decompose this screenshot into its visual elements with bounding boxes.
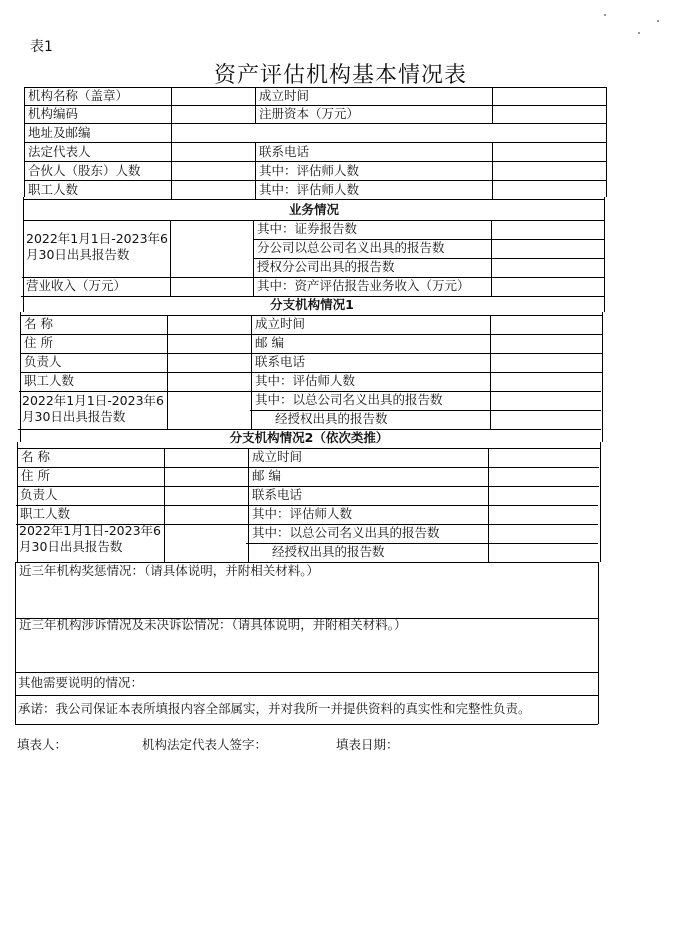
- authorized-branch-reports-input[interactable]: [492, 259, 604, 276]
- branch1-postcode-input[interactable]: [491, 335, 601, 352]
- staff-appraisers-input[interactable]: [493, 182, 605, 198]
- org-name-label: 机构名称（盖章）: [28, 88, 129, 103]
- legal-rep-input[interactable]: [172, 144, 254, 160]
- branch1-hq-name-reports-label: 其中：以总公司名义出具的报告数: [255, 392, 443, 407]
- securities-reports-label: 其中：证券报告数: [257, 221, 358, 236]
- branch1-appraisers-input[interactable]: [491, 373, 601, 390]
- branch2-authorized-reports-label: 经授权出具的报告数: [272, 544, 385, 559]
- other-notes-label: 其他需要说明的情况：: [18, 675, 144, 690]
- fill-date-label: 填表日期：: [336, 737, 399, 752]
- awards-label: 近三年机构奖惩情况：（请具体说明，并附相关材料。）: [19, 563, 320, 578]
- branch1-established-label: 成立时间: [255, 316, 306, 331]
- branch1-head-label: 负责人: [24, 354, 62, 369]
- securities-reports-input[interactable]: [492, 221, 604, 238]
- branch2-appraisers-label: 其中：评估师人数: [252, 506, 353, 521]
- awards-input[interactable]: [16, 580, 597, 617]
- branch2-postcode-label: 邮 编: [252, 468, 281, 483]
- branch1-name-input[interactable]: [168, 316, 250, 333]
- revenue-input[interactable]: [171, 278, 252, 295]
- branch2-postcode-input[interactable]: [489, 468, 599, 485]
- branch2-head-input[interactable]: [165, 487, 247, 504]
- commitment-statement: 承诺：我公司保证本表所填报内容全部属实，并对我所一并提供资料的真实性和完整性负责。: [18, 701, 531, 716]
- phone-input[interactable]: [493, 144, 605, 160]
- branch1-name-label: 名 称: [24, 316, 53, 331]
- branch1-established-input[interactable]: [491, 316, 601, 333]
- branch2-name-input[interactable]: [165, 449, 247, 466]
- appraisal-revenue-input[interactable]: [492, 278, 604, 295]
- branch2-hq-name-reports-input[interactable]: [489, 525, 599, 542]
- capital-label: 注册资本（万元）: [259, 106, 360, 121]
- branch1-appraisers-label: 其中：评估师人数: [255, 373, 356, 388]
- branch1-head-input[interactable]: [168, 354, 250, 371]
- address-label: 地址及邮编: [28, 125, 91, 140]
- filler-label: 填表人：: [17, 737, 68, 752]
- branch1-period-label: 2022年1月1日-2023年6月30日出具报告数: [22, 393, 164, 424]
- branch1-address-input[interactable]: [168, 335, 250, 352]
- branch1-authorized-reports-input[interactable]: [491, 411, 601, 428]
- legal-rep-label: 法定代表人: [28, 144, 91, 159]
- branch2-established-label: 成立时间: [252, 449, 303, 464]
- branch2-period-label: 2022年1月1日-2023年6月30日出具报告数: [19, 523, 161, 554]
- branch1-section-header: 分支机构情况1: [270, 297, 354, 312]
- business-reports-input[interactable]: [171, 221, 252, 276]
- branch2-address-input[interactable]: [165, 468, 247, 485]
- appraisal-revenue-label: 其中：资产评估报告业务收入（万元）: [257, 278, 470, 293]
- business-section-header: 业务情况: [288, 202, 339, 217]
- staff-input[interactable]: [172, 182, 254, 198]
- litigation-label: 近三年机构涉诉情况及未决诉讼情况：（请具体说明，并附相关材料。）: [19, 617, 407, 632]
- branch-name-reports-label: 分公司以总公司名义出具的报告数: [257, 240, 445, 255]
- org-name-input[interactable]: [172, 88, 254, 104]
- branch2-established-input[interactable]: [489, 449, 599, 466]
- branch2-authorized-reports-input[interactable]: [489, 544, 599, 561]
- authorized-branch-reports-label: 授权分公司出具的报告数: [257, 259, 395, 274]
- staff-label: 职工人数: [28, 182, 79, 197]
- branch1-hq-name-reports-input[interactable]: [491, 392, 601, 409]
- branch2-name-label: 名 称: [21, 449, 50, 464]
- branch2-appraisers-input[interactable]: [489, 506, 599, 523]
- revenue-label: 营业收入（万元）: [26, 278, 127, 293]
- branch1-postcode-label: 邮 编: [255, 335, 284, 350]
- branch1-address-label: 住 所: [24, 335, 53, 350]
- page-title: 资产评估机构基本情况表: [213, 63, 467, 88]
- partners-input[interactable]: [172, 163, 254, 179]
- other-notes-input[interactable]: [150, 673, 597, 694]
- branch2-address-label: 住 所: [21, 468, 50, 483]
- staff-appraisers-label: 其中：评估师人数: [259, 182, 360, 197]
- org-code-input[interactable]: [172, 106, 254, 122]
- branch1-phone-input[interactable]: [491, 354, 601, 371]
- branch2-staff-label: 职工人数: [20, 506, 71, 521]
- legal-rep-signature-label: 机构法定代表人签字：: [142, 737, 268, 752]
- branch2-reports-input[interactable]: [165, 525, 247, 561]
- branch2-phone-input[interactable]: [489, 487, 599, 504]
- litigation-input[interactable]: [16, 635, 597, 671]
- branch1-authorized-reports-label: 经授权出具的报告数: [275, 411, 388, 426]
- branch2-section-header: 分支机构情况2（依次类推）: [229, 430, 389, 445]
- address-input[interactable]: [172, 125, 604, 141]
- org-code-label: 机构编码: [28, 106, 79, 121]
- partners-label: 合伙人（股东）人数: [28, 163, 141, 178]
- branch2-head-label: 负责人: [20, 487, 58, 502]
- partners-appraisers-input[interactable]: [493, 163, 605, 179]
- partners-appraisers-label: 其中：评估师人数: [259, 163, 360, 178]
- branch1-staff-input[interactable]: [168, 373, 250, 390]
- document-label: 表1: [30, 39, 53, 55]
- branch2-hq-name-reports-label: 其中：以总公司名义出具的报告数: [252, 525, 440, 540]
- phone-label: 联系电话: [259, 144, 310, 159]
- established-input[interactable]: [493, 88, 605, 104]
- branch1-phone-label: 联系电话: [255, 354, 306, 369]
- branch1-staff-label: 职工人数: [24, 373, 75, 388]
- branch2-phone-label: 联系电话: [252, 487, 303, 502]
- branch-name-reports-input[interactable]: [492, 240, 604, 257]
- established-label: 成立时间: [259, 88, 310, 103]
- business-period-label: 2022年1月1日-2023年6月30日出具报告数: [26, 231, 168, 262]
- branch1-reports-input[interactable]: [168, 392, 250, 428]
- capital-input[interactable]: [493, 106, 605, 122]
- branch2-staff-input[interactable]: [165, 506, 247, 523]
